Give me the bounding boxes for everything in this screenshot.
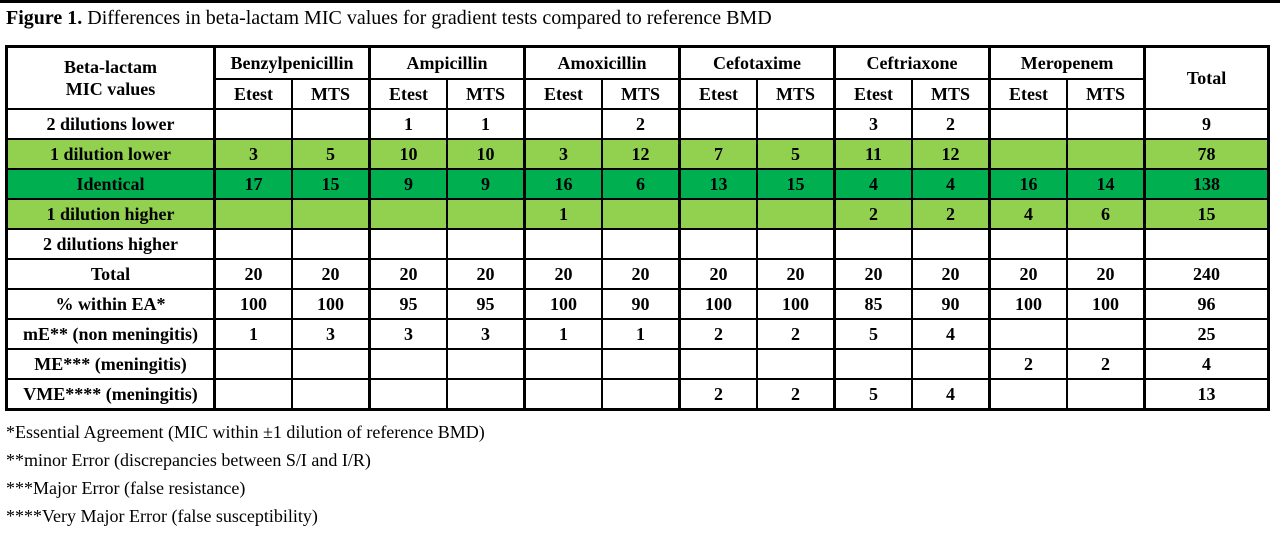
cell-ceftriaxone-mts: 2: [912, 199, 990, 229]
cell-cefotaxime-etest: 13: [680, 169, 758, 199]
row-label: 1 dilution lower: [7, 139, 215, 169]
cell-amoxicillin-etest: 3: [525, 139, 603, 169]
method-header-meropenem-mts: MTS: [1067, 79, 1145, 109]
mic-differences-table: [5, 45, 1270, 411]
cell-ampicillin-etest: 9: [370, 169, 448, 199]
cell-amoxicillin-etest: [525, 229, 603, 259]
cell-cefotaxime-mts: [757, 109, 835, 139]
antibiotic-header-row: [7, 47, 1269, 80]
antibiotic-header-amoxicillin: Amoxicillin: [525, 47, 680, 80]
cell-amoxicillin-mts: 6: [602, 169, 680, 199]
cell-cefotaxime-mts: 20: [757, 259, 835, 289]
table-body: [7, 109, 1269, 410]
cell-ampicillin-etest: [370, 379, 448, 410]
cell-ampicillin-etest: 95: [370, 289, 448, 319]
cell-amoxicillin-mts: 2: [602, 109, 680, 139]
cell-cefotaxime-mts: [757, 349, 835, 379]
method-header-benzylpenicillin-mts: MTS: [292, 79, 370, 109]
cell-ceftriaxone-mts: [912, 349, 990, 379]
cell-ceftriaxone-mts: 12: [912, 139, 990, 169]
top-border-bar: [0, 0, 1280, 3]
cell-amoxicillin-etest: 1: [525, 319, 603, 349]
row-total: 138: [1145, 169, 1269, 199]
cell-meropenem-etest: [990, 379, 1068, 410]
table-row: [7, 229, 1269, 259]
cell-meropenem-etest: [990, 109, 1068, 139]
row-total: 240: [1145, 259, 1269, 289]
cell-benzylpenicillin-mts: [292, 199, 370, 229]
cell-meropenem-mts: 20: [1067, 259, 1145, 289]
method-header-amoxicillin-etest: Etest: [525, 79, 603, 109]
cell-ampicillin-etest: [370, 229, 448, 259]
cell-benzylpenicillin-etest: 3: [215, 139, 293, 169]
row-label: % within EA*: [7, 289, 215, 319]
cell-meropenem-mts: 14: [1067, 169, 1145, 199]
cell-cefotaxime-etest: 20: [680, 259, 758, 289]
cell-benzylpenicillin-mts: [292, 109, 370, 139]
cell-amoxicillin-mts: [602, 229, 680, 259]
footnotes: [6, 418, 1280, 530]
cell-benzylpenicillin-mts: 15: [292, 169, 370, 199]
cell-meropenem-etest: [990, 319, 1068, 349]
cell-amoxicillin-etest: 100: [525, 289, 603, 319]
table-header: [7, 47, 1269, 110]
cell-ceftriaxone-mts: 4: [912, 169, 990, 199]
antibiotic-header-meropenem: Meropenem: [990, 47, 1145, 80]
method-header-benzylpenicillin-etest: Etest: [215, 79, 293, 109]
antibiotic-header-benzylpenicillin: Benzylpenicillin: [215, 47, 370, 80]
method-header-ceftriaxone-etest: Etest: [835, 79, 913, 109]
method-header-ceftriaxone-mts: MTS: [912, 79, 990, 109]
row-label: 2 dilutions higher: [7, 229, 215, 259]
cell-ceftriaxone-mts: 20: [912, 259, 990, 289]
cell-amoxicillin-etest: [525, 379, 603, 410]
cell-amoxicillin-mts: 90: [602, 289, 680, 319]
cell-meropenem-mts: 2: [1067, 349, 1145, 379]
cell-ceftriaxone-etest: [835, 229, 913, 259]
cell-amoxicillin-mts: [602, 379, 680, 410]
table-row: [7, 109, 1269, 139]
cell-benzylpenicillin-etest: [215, 199, 293, 229]
cell-cefotaxime-mts: 5: [757, 139, 835, 169]
cell-benzylpenicillin-etest: 17: [215, 169, 293, 199]
cell-amoxicillin-mts: 12: [602, 139, 680, 169]
cell-meropenem-etest: 100: [990, 289, 1068, 319]
method-header-amoxicillin-mts: MTS: [602, 79, 680, 109]
cell-cefotaxime-etest: 2: [680, 319, 758, 349]
row-total: 96: [1145, 289, 1269, 319]
cell-ampicillin-mts: 1: [447, 109, 525, 139]
cell-ampicillin-etest: 10: [370, 139, 448, 169]
cell-benzylpenicillin-mts: [292, 229, 370, 259]
row-label: Total: [7, 259, 215, 289]
method-header-ampicillin-mts: MTS: [447, 79, 525, 109]
cell-cefotaxime-etest: [680, 199, 758, 229]
figure-title: [6, 6, 1280, 30]
table-row: [7, 169, 1269, 199]
row-total: 78: [1145, 139, 1269, 169]
row-label: VME**** (meningitis): [7, 379, 215, 410]
cell-ampicillin-mts: 3: [447, 319, 525, 349]
cell-cefotaxime-etest: 100: [680, 289, 758, 319]
table-row: [7, 379, 1269, 410]
cell-ampicillin-etest: [370, 199, 448, 229]
corner-header-line1: Beta-lactam: [64, 56, 157, 77]
cell-ampicillin-mts: [447, 379, 525, 410]
footnote-minor-error: **minor Error (discrepancies between S/I and I/R): [6, 450, 371, 470]
table-row: [7, 139, 1269, 169]
cell-benzylpenicillin-etest: 1: [215, 319, 293, 349]
figure-title-prefix: Figure 1.: [6, 7, 83, 29]
cell-cefotaxime-etest: [680, 229, 758, 259]
row-label: ME*** (meningitis): [7, 349, 215, 379]
cell-ceftriaxone-etest: 85: [835, 289, 913, 319]
cell-benzylpenicillin-mts: 5: [292, 139, 370, 169]
antibiotic-header-ceftriaxone: Ceftriaxone: [835, 47, 990, 80]
cell-benzylpenicillin-etest: 20: [215, 259, 293, 289]
table-row: [7, 199, 1269, 229]
cell-ampicillin-etest: 1: [370, 109, 448, 139]
cell-ceftriaxone-etest: 3: [835, 109, 913, 139]
cell-meropenem-etest: 4: [990, 199, 1068, 229]
cell-ceftriaxone-mts: 4: [912, 379, 990, 410]
cell-ceftriaxone-etest: 5: [835, 319, 913, 349]
cell-meropenem-etest: 20: [990, 259, 1068, 289]
cell-amoxicillin-etest: 16: [525, 169, 603, 199]
cell-meropenem-mts: [1067, 379, 1145, 410]
cell-cefotaxime-mts: 15: [757, 169, 835, 199]
cell-cefotaxime-etest: [680, 109, 758, 139]
cell-benzylpenicillin-etest: 100: [215, 289, 293, 319]
row-total: 25: [1145, 319, 1269, 349]
cell-meropenem-etest: [990, 229, 1068, 259]
corner-header: [7, 47, 215, 110]
row-total: 9: [1145, 109, 1269, 139]
cell-meropenem-etest: 16: [990, 169, 1068, 199]
row-total: 4: [1145, 349, 1269, 379]
cell-cefotaxime-etest: [680, 349, 758, 379]
cell-ceftriaxone-mts: 90: [912, 289, 990, 319]
row-total: [1145, 229, 1269, 259]
cell-ampicillin-etest: [370, 349, 448, 379]
cell-benzylpenicillin-etest: [215, 229, 293, 259]
cell-ampicillin-mts: 10: [447, 139, 525, 169]
cell-ampicillin-mts: 20: [447, 259, 525, 289]
cell-ampicillin-etest: 3: [370, 319, 448, 349]
cell-cefotaxime-mts: 100: [757, 289, 835, 319]
cell-meropenem-mts: [1067, 319, 1145, 349]
cell-ampicillin-mts: 95: [447, 289, 525, 319]
footnote-very-major-error: ****Very Major Error (false susceptibility): [6, 506, 318, 526]
cell-ceftriaxone-etest: 4: [835, 169, 913, 199]
cell-ceftriaxone-etest: 11: [835, 139, 913, 169]
cell-meropenem-mts: [1067, 229, 1145, 259]
row-label: 1 dilution higher: [7, 199, 215, 229]
cell-cefotaxime-mts: 2: [757, 379, 835, 410]
method-header-cefotaxime-etest: Etest: [680, 79, 758, 109]
cell-ceftriaxone-mts: 4: [912, 319, 990, 349]
cell-amoxicillin-etest: 20: [525, 259, 603, 289]
method-header-meropenem-etest: Etest: [990, 79, 1068, 109]
cell-amoxicillin-mts: 20: [602, 259, 680, 289]
row-label: 2 dilutions lower: [7, 109, 215, 139]
cell-cefotaxime-mts: 2: [757, 319, 835, 349]
cell-amoxicillin-mts: 1: [602, 319, 680, 349]
total-column-header: Total: [1145, 47, 1269, 110]
antibiotic-header-cefotaxime: Cefotaxime: [680, 47, 835, 80]
cell-ampicillin-mts: [447, 199, 525, 229]
row-total: 15: [1145, 199, 1269, 229]
cell-ampicillin-mts: [447, 349, 525, 379]
cell-benzylpenicillin-mts: [292, 379, 370, 410]
cell-amoxicillin-mts: [602, 199, 680, 229]
cell-benzylpenicillin-etest: [215, 109, 293, 139]
row-label: Identical: [7, 169, 215, 199]
cell-ceftriaxone-etest: 20: [835, 259, 913, 289]
cell-meropenem-mts: 6: [1067, 199, 1145, 229]
cell-benzylpenicillin-mts: 3: [292, 319, 370, 349]
method-header-ampicillin-etest: Etest: [370, 79, 448, 109]
method-header-cefotaxime-mts: MTS: [757, 79, 835, 109]
cell-amoxicillin-mts: [602, 349, 680, 379]
footnote-essential-agreement: *Essential Agreement (MIC within ±1 dilution of reference BMD): [6, 422, 485, 442]
cell-ampicillin-mts: [447, 229, 525, 259]
cell-amoxicillin-etest: 1: [525, 199, 603, 229]
table-row: [7, 259, 1269, 289]
antibiotic-header-ampicillin: Ampicillin: [370, 47, 525, 80]
figure-title-text: Differences in beta-lactam MIC values for gradient tests compared to reference BMD: [82, 7, 772, 29]
cell-cefotaxime-mts: [757, 199, 835, 229]
cell-ceftriaxone-etest: [835, 349, 913, 379]
cell-meropenem-etest: [990, 139, 1068, 169]
corner-header-line2: MIC values: [65, 79, 156, 99]
cell-meropenem-mts: [1067, 109, 1145, 139]
table-row: [7, 349, 1269, 379]
cell-cefotaxime-mts: [757, 229, 835, 259]
cell-ceftriaxone-mts: [912, 229, 990, 259]
cell-cefotaxime-etest: 2: [680, 379, 758, 410]
cell-ceftriaxone-etest: 2: [835, 199, 913, 229]
cell-ceftriaxone-etest: 5: [835, 379, 913, 410]
table-row: [7, 289, 1269, 319]
row-label: mE** (non meningitis): [7, 319, 215, 349]
cell-benzylpenicillin-mts: [292, 349, 370, 379]
row-total: 13: [1145, 379, 1269, 410]
cell-ampicillin-mts: 9: [447, 169, 525, 199]
cell-meropenem-mts: [1067, 139, 1145, 169]
cell-benzylpenicillin-mts: 100: [292, 289, 370, 319]
cell-ceftriaxone-mts: 2: [912, 109, 990, 139]
table-row: [7, 319, 1269, 349]
cell-ampicillin-etest: 20: [370, 259, 448, 289]
cell-meropenem-etest: 2: [990, 349, 1068, 379]
cell-amoxicillin-etest: [525, 349, 603, 379]
cell-benzylpenicillin-etest: [215, 379, 293, 410]
cell-meropenem-mts: 100: [1067, 289, 1145, 319]
cell-amoxicillin-etest: [525, 109, 603, 139]
cell-cefotaxime-etest: 7: [680, 139, 758, 169]
footnote-major-error: ***Major Error (false resistance): [6, 478, 246, 498]
cell-benzylpenicillin-etest: [215, 349, 293, 379]
cell-benzylpenicillin-mts: 20: [292, 259, 370, 289]
